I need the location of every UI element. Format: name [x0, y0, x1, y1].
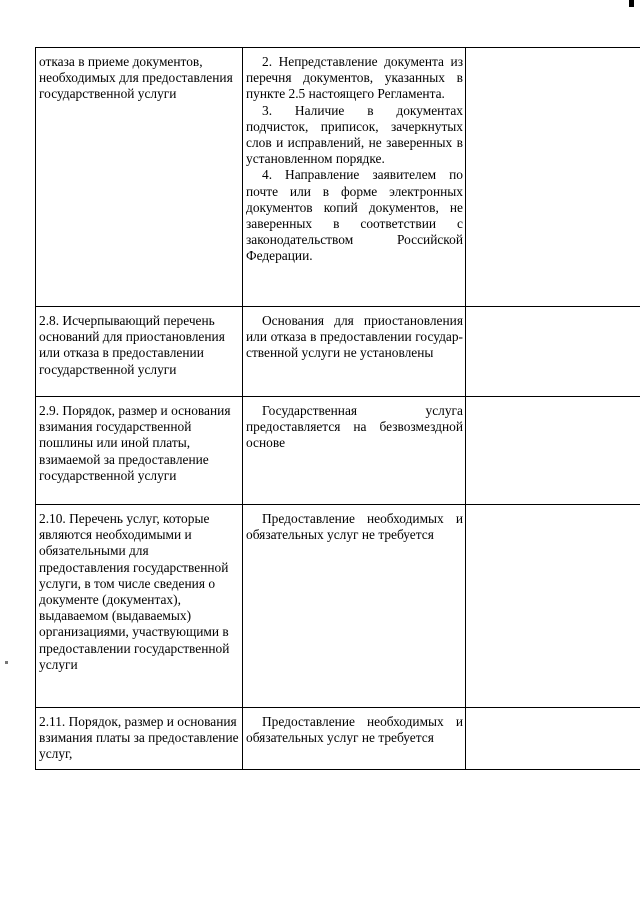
- regulation-table: [35, 47, 640, 770]
- row-label: 2.8. Исчерпывающий перечень оснований для приостановления или отказа в предоставлении государственной услуги: [39, 313, 225, 377]
- row-empty-cell: [466, 307, 640, 397]
- row-label: отказа в приеме документов, необходимых для предоставления государственной услуги: [39, 54, 233, 102]
- table-row: [36, 397, 640, 505]
- row-label-cell: [36, 48, 243, 307]
- scan-artifact-dot: [5, 661, 8, 664]
- table-row: [36, 708, 640, 770]
- row-label-cell: [36, 708, 243, 770]
- row-content-cell: [243, 307, 466, 397]
- scan-artifact-mark: [629, 0, 634, 7]
- content-paragraph: 4. Направление заявителем по почте или в форме электронных документов копий документов, не заверенных в соответствии с законодательством Российской Федерации.: [246, 167, 463, 264]
- content-paragraph: Предоставление необходимых и обязательных услуг не требуется: [246, 714, 463, 746]
- row-label: 2.11. Порядок, размер и основания взимания платы за предоставление услуг,: [39, 714, 239, 762]
- row-content-cell: [243, 397, 466, 505]
- row-label: 2.9. Порядок, размер и основания взимания государственной пошлины или иной платы, взимаемой за предоставление государственной услуги: [39, 403, 231, 483]
- content-paragraph: 3. Наличие в документах подчисток, приписок, зачеркнутых слов и исправлений, не заверенных в установленном порядке.: [246, 102, 463, 167]
- content-paragraph: Предоставление необходимых и обязательных услуг не требуется: [246, 511, 463, 543]
- row-empty-cell: [466, 505, 640, 708]
- content-paragraph: Государственная услуга предоставляется на безвозмездной основе: [246, 403, 463, 451]
- content-paragraph: 2. Непредставление документа из перечня документов, указанных в пункте 2.5 настоящего Регламента.: [246, 54, 463, 102]
- row-label-cell: [36, 307, 243, 397]
- row-label: 2.10. Перечень услуг, которые являются необходимыми и обязательными для предоставления государственной услуги, в том числе сведения о документе (документах), выдаваемом (выдаваемых) организациями, участвующими в предоставлении государственной услуги: [39, 511, 230, 672]
- row-label-cell: [36, 397, 243, 505]
- table-row: [36, 307, 640, 397]
- row-empty-cell: [466, 708, 640, 770]
- row-content-cell: [243, 48, 466, 307]
- row-empty-cell: [466, 397, 640, 505]
- row-empty-cell: [466, 48, 640, 307]
- row-content-cell: [243, 708, 466, 770]
- table-row: [36, 505, 640, 708]
- content-paragraph: Основания для приостановления или отказа в предоставлении государственной услуги не установлены: [246, 313, 463, 361]
- row-content-cell: [243, 505, 466, 708]
- row-label-cell: [36, 505, 243, 708]
- table-row: [36, 48, 640, 307]
